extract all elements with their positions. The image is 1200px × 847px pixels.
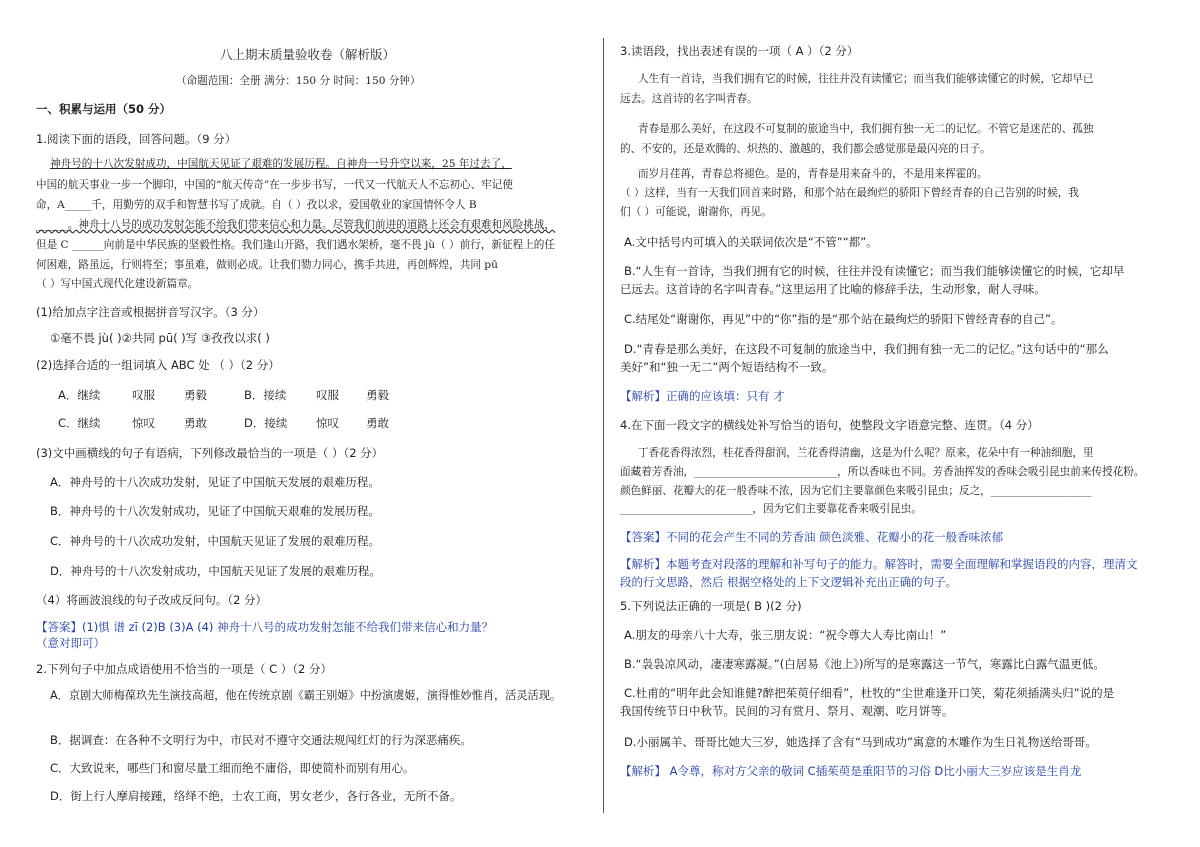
q4-passage-line: 面藏着芳香油，___________________________，所以香味也不同。芳香油挥发的香味会吸引昆虫前来传授花粉。	[620, 466, 1145, 478]
q4-passage-line: 丁香花香得浓烈，桂花香得甜润，兰花香得清幽，这是为什么呢？原来，花朵中有一种油细胞，里	[638, 447, 1094, 459]
q1-part2-option-word: 勇毅	[366, 388, 389, 402]
q1-part4: （4）将画波浪线的句子改成反问句。（2 分）	[36, 593, 268, 607]
q3-passage-line: 远去。这首诗的名字叫青春。	[620, 93, 758, 105]
q1-answer: 【答案】(1)惧 谱 zī (2)B (3)A (4) 神舟十八号的成功发射怎能不给我们带来信心和力量？	[36, 620, 494, 634]
q1-part2-option-word: 叹服	[132, 388, 155, 402]
q2-option: A．京剧大师梅葆玖先生演技高超，他在传统京剧《霸王别姬》中扮演虞姬，演得惟妙惟肖，活灵活现。	[50, 689, 562, 702]
q4-passage-line: 颜色鲜丽、花瓣大的花一般香味不浓，因为它们主要靠颜色来吸引昆虫；反之，___________________	[620, 485, 1092, 497]
q1-part2: (2)选择合适的一组词填入 ABC 处 （ ）（2 分）	[36, 358, 280, 372]
q3-option: A.文中括号内可填入的关联词依次是“不管”“都”。	[624, 235, 878, 249]
q4-passage-line: _________________________，因为它们主要靠花香来吸引昆虫。	[620, 503, 922, 515]
q1-part2-option-word: 勇敢	[366, 416, 389, 430]
q5-analysis: 【解析】 A令尊，称对方父亲的敬词 C插茱萸是重阳节的习俗 D比小丽大三岁应该是生肖龙	[620, 764, 1082, 778]
q1-part2-option-word: 勇毅	[184, 388, 207, 402]
q1-part2-option-word: 勇敢	[184, 416, 207, 430]
q5-option: A.朋友的母亲八十大寿，张三朋友说：“祝令尊大人寿比南山！”	[624, 628, 947, 642]
q5-option: 我国传统节日中秋节。民间的习有赏月、祭月、观潮、吃月饼等。	[620, 704, 954, 718]
q2-stem: 2.下列句子中加点成语使用不恰当的一项是（ C ）（2 分）	[36, 662, 333, 676]
q4-analysis: 【解析】本题考查对段落的理解和补写句子的能力。解答时，需要全面理解和掌握语段的内容，理清文	[620, 557, 1138, 571]
q1-part2-option-word: 惊叹	[132, 416, 155, 430]
section-heading: 一、积累与运用（50 分）	[36, 102, 172, 116]
q5-option: D.小丽属羊、哥哥比她大三岁，她选择了含有“马到成功”寓意的木雕作为生日礼物送给哥哥。	[624, 735, 1097, 749]
q3-option: 美好”和“独一无二”两个短语结构不一致。	[620, 360, 834, 374]
q3-passage-line: 而岁月荏苒，青春总将褪色。是的，青春是用来奋斗的，不是用来挥霍的。	[638, 168, 988, 180]
q1-part2-option-word: 惊叹	[316, 416, 339, 430]
q1-part2-option-b: B．接续	[244, 388, 287, 402]
q3-option: D.“青春是那么美好，在这段不可复制的旅途当中，我们拥有独一无二的记忆。”这句话中的“那么	[624, 342, 1109, 356]
q1-passage-line: （ ）写中国式现代化建设新篇章。	[36, 278, 199, 290]
q1-part2-option-c: C．继续	[58, 416, 101, 430]
q3-analysis: 【解析】正确的应该填：只有 才	[620, 389, 785, 403]
q1-stem: 1.阅读下面的语段，回答问题。（9 分）	[36, 132, 237, 146]
q3-option: C.结尾处“谢谢你，再见”中的“你”指的是“那个站在最绚烂的骄阳下曾经青春的自己”。	[624, 312, 1063, 326]
q1-answer-note: （意对即可）	[36, 636, 105, 650]
q3-option: B.“人生有一首诗，当我们拥有它的时候，往往并没有读懂它；而当我们能够读懂它的时候，它却早	[624, 264, 1125, 278]
q3-stem: 3.读语段，找出表述有误的一项（ A ）（2 分）	[620, 44, 859, 58]
q1-part3-option: D．神舟号的十八次发射成功，中国航天见证了发展的艰难历程。	[50, 564, 381, 578]
q1-part3-option: C．神舟号的十八次成功发射，中国航天见证了发展的艰难历程。	[50, 534, 381, 548]
page-title: 八上期末质量验收卷（解析版）	[220, 47, 396, 62]
q4-stem: 4.在下面一段文字的横线处补写恰当的语句，使整段文字语意完整、连贯。（4 分）	[620, 418, 1039, 432]
q3-option: 已远去。这首诗的名字叫青春。”这里运用了比喻的修辞手法，生动形象，耐人寻味。	[620, 282, 1046, 296]
q2-option: C．大致说来，哪些门和窗尽量工细而绝不庸俗，即使简朴而别有用心。	[50, 761, 415, 775]
q5-option: C.杜甫的“明年此会知谁健?醉把茱萸仔细看”，杜牧的“尘世难逢开口笑，菊花须插满头归”说的是	[624, 686, 1115, 700]
q1-passage-line: 何困难，路虽远，行则将至；事虽难，做则必成。让我们勠力同心，携手共进，再创辉煌，共同 pū	[36, 259, 498, 271]
q2-option: B．据调查：在各种不文明行为中，市民对不遵守交通法规闯红灯的行为深恶痛疾。	[50, 733, 472, 747]
q3-passage-line: （ ）这样，当有一天我们回首来时路，和那个站在最绚烂的骄阳下曾经青春的自己告别的时候，我	[620, 187, 1079, 199]
q4-analysis: 段的行文思路，然后 根据空格处的上下文逻辑补充出正确的句子。	[620, 575, 958, 589]
q1-part3-option: B．神舟号的十八次发射成功，见证了中国航天艰难的发展历程。	[50, 504, 380, 518]
q1-passage-line: 中国的航天事业一步一个脚印，中国的“航天传奇”在一步步书写，一代又一代航天人不忘初心、牢记使	[36, 179, 513, 191]
q1-part2-option-d: D．接续	[244, 416, 288, 430]
q1-part3: (3)文中画横线的句子有语病，下列修改最恰当的一项是（ ）（2 分）	[36, 446, 384, 460]
q1-passage-line: 神舟号的十八次发射成功，中国航天见证了艰难的发展历程。自神舟一号升空以来，25 年过去了，	[50, 158, 512, 170]
column-divider	[603, 38, 604, 813]
q3-passage-line: 的、不安的，还是欢腾的、炽热的、激越的，我们都会感觉那是最闪亮的日子。	[620, 143, 991, 155]
q4-answer: 【答案】不同的花会产生不同的芳香油 颜色淡雅、花瓣小的花一般香味浓郁	[620, 530, 1004, 544]
q1-part2-option-word: 叹服	[316, 388, 339, 402]
q3-passage-line: 青春是那么美好，在这段不可复制的旅途当中，我们拥有独一无二的记忆。不管它是迷茫的、孤独	[638, 123, 1094, 135]
q1-part1-options: ①毫不畏 jù( )②共同 pū( )写 ③孜孜以求( )	[50, 331, 270, 345]
q1-passage-line: 命，A_____千，用勤劳的双手和智慧书写了成就。自（ ）孜以求，爱国敬业的家国情怀令人 B	[36, 199, 477, 211]
q1-part3-option: A．神舟号的十八次成功发射，见证了中国航天发展的艰难历程。	[50, 475, 380, 489]
q5-option: B.“袅袅凉风动，凄凄寒露凝。”(白居易《池上》)所写的是寒露这一节气，寒露比白露气温更低。	[624, 657, 1105, 671]
q3-passage-line: 们（ ）可能说，谢谢你，再见。	[620, 206, 772, 218]
exam-scope: （命题范围：全册 满分：150 分 时间：150 分钟）	[176, 75, 421, 87]
q1-passage-line: ______。神舟十八号的成功发射怎能不给我们带来信心和力量。尽管我们前进的道路上还会有艰难和风险挑战，	[36, 219, 556, 231]
q1-part1: (1)给加点字注音或根据拼音写汉字。（3 分）	[36, 305, 265, 319]
q5-stem: 5.下列说法正确的一项是( B )(2 分)	[620, 599, 802, 613]
q2-option: D．街上行人摩肩接踵，络绎不绝，士农工商，男女老少，各行各业，无所不备。	[50, 789, 462, 803]
q1-part2-option-a: A．继续	[58, 388, 101, 402]
q3-passage-line: 人生有一首诗，当我们拥有它的时候，往往并没有读懂它；而当我们能够读懂它的时候，它却早已	[638, 73, 1094, 85]
q1-passage-line: 但是 C ______向前是中华民族的坚毅性格。我们逢山开路，我们遇水架桥，毫不畏 jù（ ）前行，新征程上的任	[36, 239, 555, 251]
